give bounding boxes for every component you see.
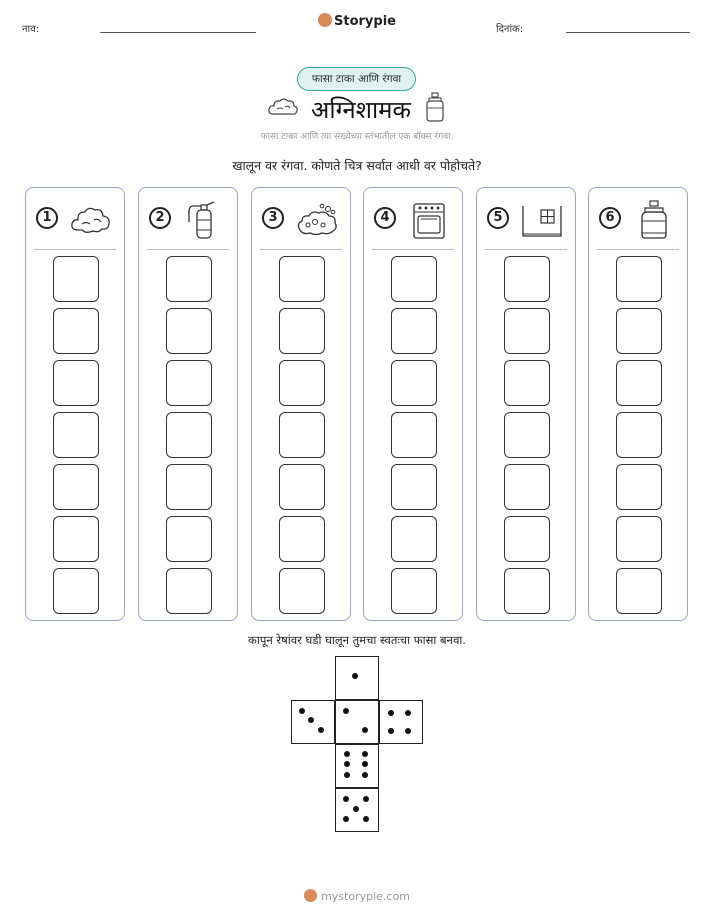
name-line[interactable] (100, 32, 256, 33)
color-box[interactable] (391, 568, 437, 614)
window-icon (519, 200, 565, 240)
color-box[interactable] (616, 464, 662, 510)
column-3 (251, 187, 351, 621)
column-number: 5 (487, 207, 509, 229)
column-divider (372, 249, 454, 250)
column-divider (485, 249, 567, 250)
color-box[interactable] (166, 256, 212, 302)
dice-pip (405, 710, 411, 716)
dice-pip (353, 806, 359, 812)
column-5 (476, 187, 576, 621)
color-box[interactable] (616, 412, 662, 458)
bear-icon (318, 13, 332, 27)
color-box[interactable] (504, 412, 550, 458)
color-box[interactable] (616, 308, 662, 354)
gas-cylinder-icon (423, 92, 447, 122)
color-box[interactable] (166, 308, 212, 354)
color-box[interactable] (279, 360, 325, 406)
column-divider (147, 249, 229, 250)
dice-pip (363, 816, 369, 822)
dice-face-6 (335, 744, 379, 788)
dice-pip (343, 816, 349, 822)
column-number: 4 (374, 207, 396, 229)
column-divider (34, 249, 116, 250)
date-line[interactable] (566, 32, 690, 33)
color-box[interactable] (53, 256, 99, 302)
color-box[interactable] (166, 412, 212, 458)
color-box[interactable] (279, 516, 325, 562)
footer (0, 889, 714, 903)
dice-pip (344, 772, 350, 778)
dice-pip (362, 751, 368, 757)
dice-face-3 (291, 700, 335, 744)
column-4 (363, 187, 463, 621)
date-label: दिनांक: (496, 24, 524, 35)
color-box[interactable] (166, 464, 212, 510)
title-text: अग्निशामक (311, 96, 411, 124)
brand-name: Storypie (334, 14, 396, 29)
question-text: खालून वर रंगवा. कोणते चित्र सर्वात आधी वर पोहोचते? (232, 158, 482, 173)
color-box[interactable] (616, 516, 662, 562)
color-box[interactable] (391, 360, 437, 406)
dice-pip (405, 728, 411, 734)
dice-face-1 (335, 656, 379, 700)
color-box[interactable] (616, 256, 662, 302)
color-box[interactable] (504, 516, 550, 562)
brand-logo (0, 13, 714, 29)
dice-pip (318, 727, 324, 733)
color-box[interactable] (616, 360, 662, 406)
color-box[interactable] (391, 464, 437, 510)
color-box[interactable] (391, 308, 437, 354)
dice-pip (362, 772, 368, 778)
color-box[interactable] (504, 464, 550, 510)
footer-url[interactable]: mystorypie.com (321, 890, 410, 903)
color-box[interactable] (616, 568, 662, 614)
dice-pip (352, 673, 358, 679)
dice-pip (363, 796, 369, 802)
dice-pip (388, 710, 394, 716)
page-title (0, 92, 714, 126)
color-box[interactable] (391, 256, 437, 302)
color-box[interactable] (53, 568, 99, 614)
color-box[interactable] (53, 412, 99, 458)
color-box[interactable] (279, 568, 325, 614)
column-number: 2 (149, 207, 171, 229)
column-number: 1 (36, 207, 58, 229)
color-box[interactable] (166, 360, 212, 406)
dice-pip (308, 717, 314, 723)
column-2 (138, 187, 238, 621)
dice-pip (299, 708, 305, 714)
color-box[interactable] (166, 516, 212, 562)
color-box[interactable] (279, 412, 325, 458)
dice-face-4 (379, 700, 423, 744)
subtitle: फासा टाका आणि त्या संख्येच्या स्तंभातील एक बॉक्स रंगवा. (260, 132, 454, 142)
dice-face-5 (335, 788, 379, 832)
color-box[interactable] (504, 308, 550, 354)
smoke-cloud-icon (68, 200, 114, 240)
fire-extinguisher-icon (181, 200, 227, 240)
column-1 (25, 187, 125, 621)
activity-pill: फासा टाका आणि रंगवा (297, 67, 416, 91)
dice-face-2 (335, 700, 379, 744)
color-box[interactable] (391, 516, 437, 562)
color-box[interactable] (53, 516, 99, 562)
name-label: नाव: (22, 24, 40, 35)
color-box[interactable] (504, 256, 550, 302)
column-divider (597, 249, 679, 250)
color-box[interactable] (53, 308, 99, 354)
color-box[interactable] (53, 360, 99, 406)
dice-pip (388, 728, 394, 734)
dice-pip (344, 761, 350, 767)
foam-icon (294, 200, 340, 240)
dice-pip (344, 751, 350, 757)
color-box[interactable] (504, 568, 550, 614)
dice-pip (362, 727, 368, 733)
dice-instruction: कापून रेषांवर घडी घालून तुमचा स्वतःचा फासा बनवा. (248, 633, 466, 647)
bear-icon (304, 889, 317, 902)
column-divider (260, 249, 342, 250)
color-box[interactable] (166, 568, 212, 614)
smoke-cloud-icon (267, 96, 299, 120)
dice-pip (343, 708, 349, 714)
column-number: 3 (262, 207, 284, 229)
column-number: 6 (599, 207, 621, 229)
color-box[interactable] (504, 360, 550, 406)
color-box[interactable] (391, 412, 437, 458)
color-box[interactable] (279, 256, 325, 302)
gas-cylinder-icon (631, 200, 677, 240)
column-6 (588, 187, 688, 621)
stove-icon (406, 200, 452, 240)
dice-pip (362, 761, 368, 767)
color-box[interactable] (279, 464, 325, 510)
color-box[interactable] (53, 464, 99, 510)
color-box[interactable] (279, 308, 325, 354)
dice-pip (343, 796, 349, 802)
